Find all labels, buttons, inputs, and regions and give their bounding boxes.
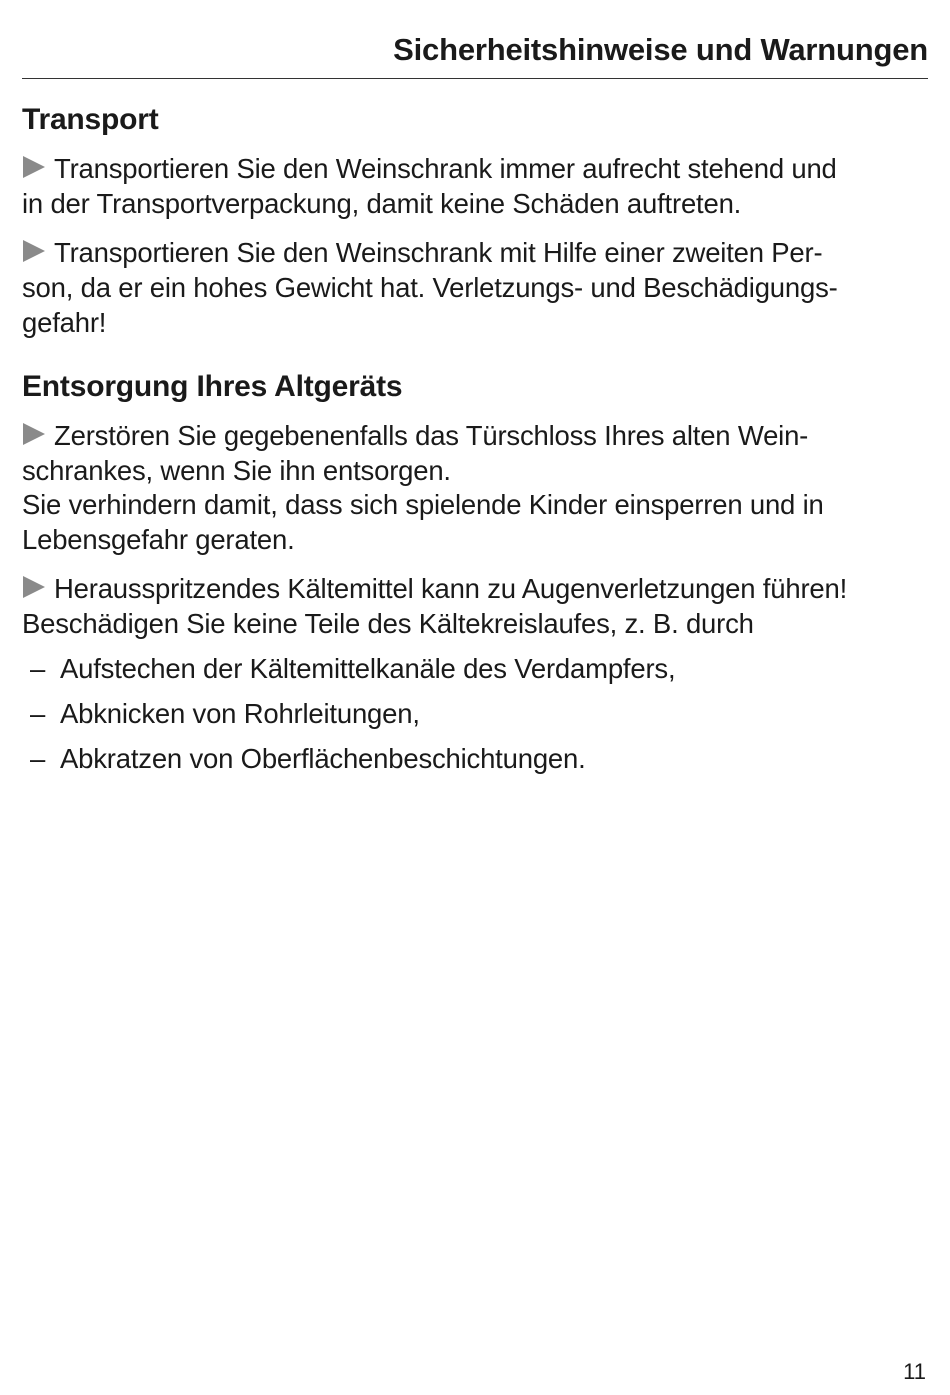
- dash-marker: –: [30, 698, 46, 730]
- list-item-text: Abkratzen von Oberflächenbeschichtungen.: [60, 742, 586, 774]
- warning-line: Zerstören Sie gegebenenfalls das Türschloss Ihres alten Wein-: [54, 419, 809, 451]
- page-header: [22, 26, 928, 79]
- triangle-arrow-icon: [22, 420, 46, 455]
- list-item: [22, 697, 928, 732]
- list-item-text: Abknicken von Rohrleitungen,: [60, 698, 420, 730]
- refrigerant-damage-list: [22, 652, 928, 777]
- list-item: [22, 652, 928, 687]
- list-item-text: Aufstechen der Kältemittelkanäle des Verdampfers,: [60, 653, 676, 685]
- warning-line: schrankes, wenn Sie ihn entsorgen.: [22, 454, 451, 486]
- dash-marker: –: [30, 653, 46, 685]
- warning-line: Beschädigen Sie keine Teile des Kältekreislaufes, z. B. durch: [22, 608, 754, 640]
- list-item: [22, 742, 928, 777]
- triangle-arrow-icon: [22, 573, 46, 608]
- dash-marker: –: [30, 742, 46, 774]
- section-title-disposal: Entsorgung Ihres Altgeräts: [22, 369, 403, 403]
- page-content: [22, 100, 928, 787]
- warning-transport-second-person: [22, 236, 928, 341]
- warning-line: Herausspritzendes Kältemittel kann zu Augenverletzungen führen!: [54, 573, 848, 605]
- triangle-arrow-icon: [22, 237, 46, 272]
- warning-line: Sie verhindern damit, dass sich spielende Kinder einsperren und in: [22, 489, 824, 521]
- warning-line: Transportieren Sie den Weinschrank immer aufrecht stehend und: [54, 153, 837, 184]
- warning-line: Lebensgefahr geraten.: [22, 524, 295, 556]
- warning-line: in der Transportverpackung, damit keine Schäden auftreten.: [22, 187, 742, 219]
- section-title-transport: Transport: [22, 103, 159, 136]
- triangle-arrow-icon: [22, 153, 46, 188]
- page-number: 11: [903, 1359, 926, 1384]
- warning-line: gefahr!: [22, 306, 107, 338]
- warning-line: son, da er ein hohes Gewicht hat. Verletzungs- und Beschädigungs-: [22, 271, 838, 303]
- warning-disposal-refrigerant: [22, 572, 928, 642]
- warning-transport-upright: [22, 152, 928, 222]
- warning-disposal-lock: [22, 419, 928, 559]
- page-title: Sicherheitshinweise und Warnungen: [393, 32, 928, 67]
- warning-line: Transportieren Sie den Weinschrank mit Hilfe einer zweiten Per-: [54, 236, 823, 268]
